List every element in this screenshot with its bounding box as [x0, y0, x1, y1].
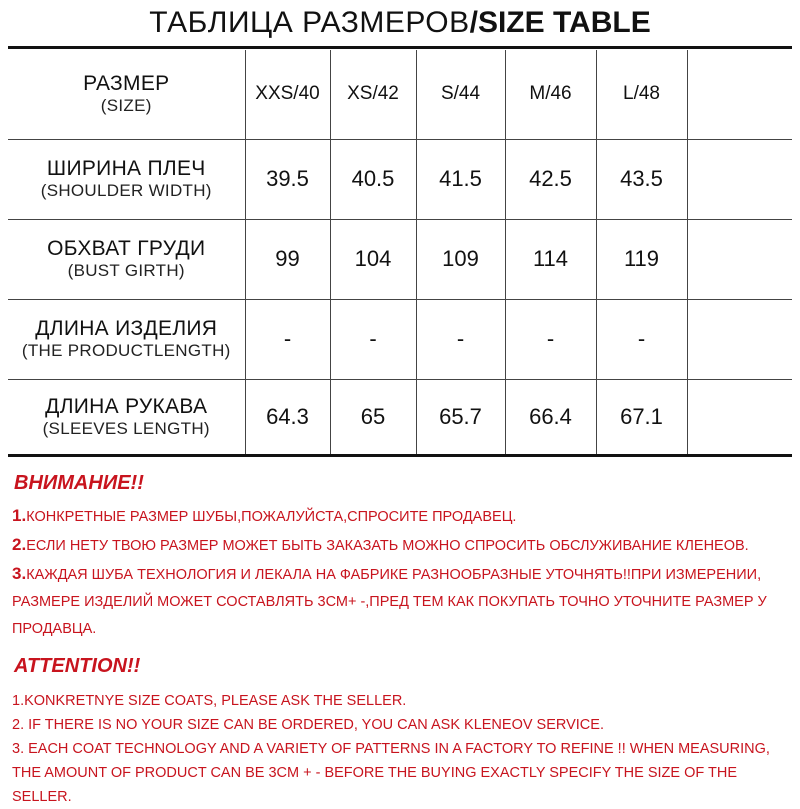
title-russian: ТАБЛИЦА РАЗМЕРОВ [149, 6, 470, 39]
size-cell [330, 50, 416, 139]
table-row-size [8, 50, 792, 139]
measurement-value: 104 [354, 246, 392, 271]
row-label-cell [8, 50, 245, 139]
measurement-value: 66.4 [529, 403, 572, 429]
value-cell [245, 379, 330, 454]
measurement-value: - [546, 326, 555, 351]
measurement-value: 67.1 [620, 403, 663, 429]
note-text: КАЖДАЯ ШУБА ТЕХНОЛОГИЯ И ЛЕКАЛА НА ФАБРИКЕ РАЗНООБРАЗНЫЕ УТОЧНЯТЬ!!ПРИ ИЗМЕРЕНИИ, РАЗМЕРЕ ИЗДЕЛИЙ МОЖЕТ СОСТАВЛЯТЬ 3СМ+ -,ПРЕД ТЕМ КАК ПОКУПАТЬ ТОЧНО УТОЧНИТЕ РАЗМЕР У ПРОДАВЦА. [12, 567, 767, 637]
note-text: ЕСЛИ НЕТУ ТВОЮ РАЗМЕР МОЖЕТ БЫТЬ ЗАКАЗАТЬ МОЖНО СПРОСИТЬ ОБСЛУЖИВАНИЕ КЛЕНЕОВ. [26, 538, 749, 554]
note-number: 1. [12, 506, 27, 525]
measurement-value: 114 [532, 246, 569, 271]
title-separator: / [469, 6, 478, 39]
notes-heading-en: ATTENTION!! [14, 655, 141, 677]
table-bottom-rule [8, 454, 792, 457]
value-cell [416, 219, 505, 299]
size-header: M/46 [529, 83, 572, 105]
value-cell [596, 219, 687, 299]
measurement-value: 64.3 [266, 403, 309, 429]
row-label-ru: ДЛИНА РУКАВА [45, 394, 208, 418]
size-header: XXS/40 [255, 83, 320, 105]
measurement-value: 65.7 [439, 403, 482, 429]
note-number: 2. [12, 535, 27, 554]
measurement-value: 39.5 [266, 166, 309, 191]
value-cell [245, 219, 330, 299]
measurement-value: 109 [442, 246, 479, 271]
value-cell [596, 379, 687, 454]
value-cell [245, 139, 330, 219]
measurement-value: 42.5 [529, 166, 572, 191]
value-cell [416, 139, 505, 219]
row-label-ru: ШИРИНА ПЛЕЧ [46, 157, 206, 180]
value-cell [596, 139, 687, 219]
value-cell [505, 219, 596, 299]
value-cell [505, 299, 596, 379]
measurement-value: 65 [360, 403, 386, 429]
note-en-item: 2. IF THERE IS NO YOUR SIZE CAN BE ORDERED, YOU CAN ASK KLENEOV SERVICE. [12, 717, 604, 733]
row-label-cell [8, 219, 245, 299]
title-english: SIZE TABLE [477, 6, 651, 39]
row-label-cell [8, 299, 245, 379]
table-row-product-length [8, 299, 792, 379]
measurement-value: - [283, 326, 292, 351]
row-label-ru: РАЗМЕР [83, 72, 170, 96]
value-cell [505, 139, 596, 219]
value-cell [330, 299, 416, 379]
measurement-value: 43.5 [620, 166, 663, 191]
measurement-value: 40.5 [351, 166, 395, 191]
value-cell [330, 379, 416, 454]
note-en-item: 1.KONKRETNYE SIZE COATS, PLEASE ASK THE SELLER. [12, 693, 407, 709]
table-row-bust-girth [8, 219, 792, 299]
empty-cell [687, 299, 792, 379]
row-label-en: (SLEEVES LENGTH) [42, 418, 210, 438]
row-label-cell [8, 379, 245, 454]
measurement-value: - [637, 326, 646, 351]
row-label-en: (SHOULDER WIDTH) [40, 181, 212, 200]
value-cell [416, 299, 505, 379]
note-number: 3. [12, 564, 27, 583]
note-ru-item [12, 531, 796, 560]
size-header: S/44 [440, 83, 481, 105]
note-en-item: 3. EACH COAT TECHNOLOGY AND A VARIETY OF PATTERNS IN A FACTORY TO REFINE !! WHEN MEASURING, THE AMOUNT OF PRODUCT CAN BE 3CM + - BEFORE THE BUYING EXACTLY SPECIFY THE SIZE OF THE SELLER. [12, 741, 770, 805]
size-table [8, 50, 792, 454]
measurement-value: 41.5 [439, 166, 482, 191]
empty-cell [687, 139, 792, 219]
row-label-cell [8, 139, 245, 219]
size-header: XS/42 [347, 83, 399, 105]
notes-section [12, 462, 796, 809]
note-ru-item [12, 502, 796, 531]
size-header: L/48 [623, 83, 660, 105]
table-row-shoulder-width [8, 139, 792, 219]
size-cell [505, 50, 596, 139]
empty-cell [687, 379, 792, 454]
value-cell [596, 299, 687, 379]
row-label-en: (BUST GIRTH) [67, 261, 185, 280]
value-cell [330, 139, 416, 219]
note-ru-item [12, 560, 796, 643]
row-label-en: (SIZE) [100, 96, 152, 116]
value-cell [330, 219, 416, 299]
empty-cell [687, 50, 792, 139]
row-label-ru: ДЛИНА ИЗДЕЛИЯ [35, 317, 218, 340]
empty-cell [687, 219, 792, 299]
table-row-sleeve-length [8, 379, 792, 454]
value-cell [505, 379, 596, 454]
measurement-value: 119 [623, 246, 660, 271]
row-label-en: (THE PRODUCTLENGTH) [21, 341, 231, 360]
size-cell [416, 50, 505, 139]
size-cell [596, 50, 687, 139]
note-text: КОНКРЕТНЫЕ РАЗМЕР ШУБЫ,ПОЖАЛУЙСТА,СПРОСИТЕ ПРОДАВЕЦ. [26, 509, 517, 525]
size-cell [245, 50, 330, 139]
notes-heading-ru: ВНИМАНИЕ!! [14, 472, 144, 494]
measurement-value: - [369, 326, 377, 351]
measurement-value: - [456, 326, 465, 351]
table-top-rule [8, 46, 792, 49]
value-cell [416, 379, 505, 454]
value-cell [245, 299, 330, 379]
page-title [0, 4, 800, 42]
row-label-ru: ОБХВАТ ГРУДИ [47, 237, 206, 260]
measurement-value: 99 [275, 246, 300, 271]
